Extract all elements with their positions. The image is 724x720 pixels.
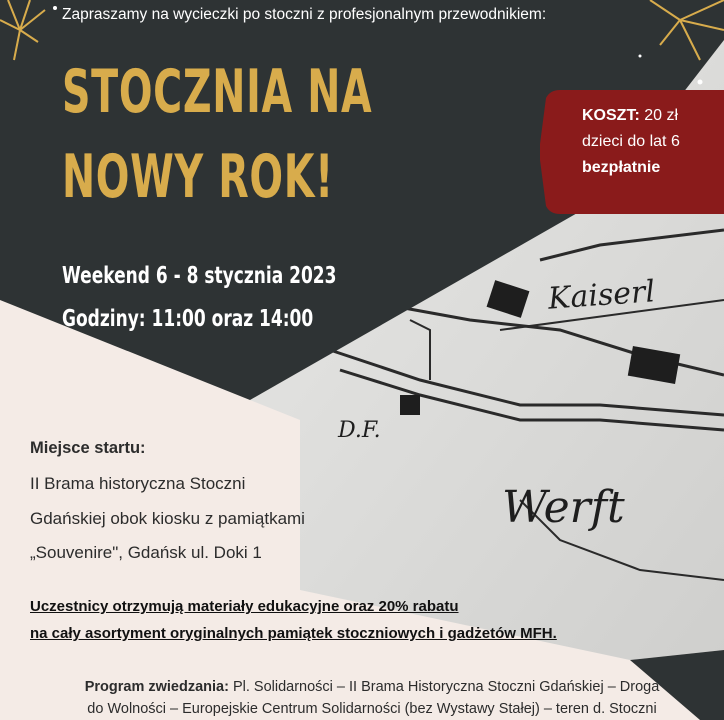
start-heading: Miejsce startu:	[30, 439, 146, 457]
intro-text: Zapraszamy na wycieczki po stoczni z profesjonalnym przewodnikiem:	[62, 6, 547, 23]
title-line-2: NOWY ROK!	[62, 142, 334, 212]
cost-kids: dzieci do lat 6	[582, 133, 680, 150]
dates-hours: Godziny: 11:00 oraz 14:00	[62, 306, 314, 332]
participants-note-line-2: na cały asortyment oryginalnych pamiątek stoczniowych i gadżetów MFH.	[30, 625, 557, 642]
cost-label: KOSZT:	[582, 107, 640, 124]
start-address-line-2: Gdańskiej obok kiosku z pamiątkami	[30, 509, 305, 528]
title-line-1: STOCZNIA NA	[62, 57, 373, 127]
program-line-2: do Wolności – Europejskie Centrum Solidarności (bez Wystawy Stałej) – teren d. Stoczni	[87, 701, 657, 717]
program-label: Program zwiedzania:	[84, 679, 229, 695]
map-label-df: D.F.	[338, 418, 381, 443]
program-text	[22, 676, 722, 720]
cost-free: bezpłatnie	[582, 159, 661, 176]
start-address-line-1: II Brama historyczna Stoczni	[30, 474, 246, 493]
participants-note-line-1: Uczestnicy otrzymują materiały edukacyjne oraz 20% rabatu	[30, 598, 459, 615]
start-address-line-3: „Souvenire", Gdańsk ul. Doki 1	[30, 543, 262, 562]
dates-weekend: Weekend 6 - 8 stycznia 2023	[62, 263, 337, 289]
cost-info	[582, 103, 680, 181]
map-label-kaiserl: Kaiserl	[546, 274, 657, 317]
cost-price: 20 zł	[644, 107, 679, 124]
program-line-1: Pl. Solidarności – II Brama Historyczna Stoczni Gdańskiej – Droga	[232, 679, 660, 695]
map-label-werft: Werft	[502, 482, 625, 533]
cost-price-line	[582, 103, 680, 129]
